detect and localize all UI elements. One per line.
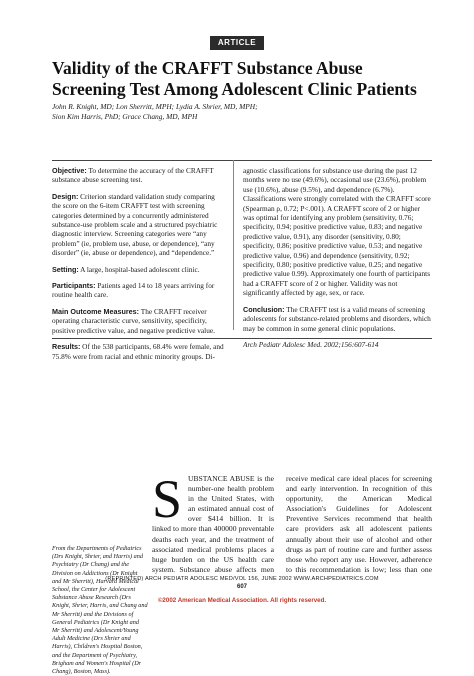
- abstract-results: Results: Of the 538 participants, 68.4% were female, and 75.8% were from racial and ethnic minority groups. Di-: [52, 342, 224, 361]
- body-paragraph: receive medical care ideal places for screening and early intervention. In recognition of this opportunity, the American Medical Association's Guidelines for Adolescent Preventive Services recommend that health care providers ask all adolescent patients annually about their use of alcohol and other drugs as part of routine care and further assess those who report any use. However, adherence to this recommendation is low; less than one: [286, 474, 432, 574]
- abstract-column-divider: [233, 160, 234, 330]
- page-number: 607: [236, 584, 247, 590]
- article-title: Validity of the CRAFFT Substance Abuse Screening Test Among Adolescent Clinic Patients: [52, 58, 417, 99]
- article-badge: ARTICLE: [210, 36, 264, 50]
- abstract-objective: Objective: To determine the accuracy of the CRAFFT substance abuse screening test.: [52, 166, 214, 185]
- author-line: Sion Kim Harris, PhD; Grace Chang, MD, MPH: [52, 112, 198, 121]
- author-line: John R. Knight, MD; Lon Sherritt, MPH; Lydia A. Shrier, MD, MPH;: [52, 102, 258, 111]
- journal-footer: (REPRINTED) ARCH PEDIATR ADOLESC MED/VOL 156, JUNE 2002 WWW.ARCHPEDIATRICS.COM: [105, 576, 379, 582]
- abstract-results-continued: agnostic classifications for substance use during the past 12 months were no use (49.6%), occasional use (23.6%), problem use (10.6%), abuse (9.5%), and dependence (6.7%). Classifications were strongly correlated with the CRAFFT score (Spearman ρ, 0.72; P<.001). A CRAFFT score of 2 or higher was optimal for identifying any problem (sensitivity, 0.76; specificity, 0.94; positive predictive value, 0.83; and negative predictive value, 0.91), any disorder (sensitivity, 0.80; specificity, 0.86; positive predictive value, 0.53; and negative predictive value, 0.96) and dependence (sensitivity, 0.92; specificity, 0.80; positive predictive value, 0.25; and negative predictive value 0.99). Approximately one fourth of participants had a CRAFFT score of 2 or higher. Validity was not significantly affected by age, sex, or race.: [243, 166, 431, 298]
- abstract-citation: Arch Pediatr Adolesc Med. 2002;156:607-614: [243, 339, 379, 349]
- body-middle-column: [152, 469, 274, 574]
- abstract-outcome-measures: Main Outcome Measures: The CRAFFT receiver operating characteristic curve, sensitivity, specificity, positive predictive value, and negative predictive value.: [52, 306, 215, 335]
- author-list: [52, 102, 432, 122]
- abstract-conclusion: Conclusion: The CRAFFT test is a valid means of screening adolescents for substance-related problems and disorders, which may be common in some general clinic populations.: [243, 304, 431, 333]
- abstract-top-rule: [52, 160, 432, 161]
- author-affiliations: From the Departments of Pediatrics (Drs Knight, Shrier, and Harris) and Psychiatry (Dr Chang) and the Division on Addictions (Dr Knight and Mr Sherritt), Harvard Medical School, the Center for Adolescent Substance Abuse Research (Drs Knight, Shrier, Harris, and Chang and Mr Sherritt) and the Divisions of General Pediatrics (Dr Knight and Mr Sherritt) and Adolescent/Young Adult Medicine (Drs Shrier and Harris), Children's Hospital Boston, and the Department of Psychiatry, Brigham and Women's Hospital (Dr Chang), Boston, Mass).: [52, 545, 148, 676]
- drop-cap: S: [152, 469, 183, 529]
- drop-cap-space: [152, 469, 188, 529]
- body-right-column: [286, 474, 432, 574]
- copyright-notice: ©2002 American Medical Association. All rights reserved.: [157, 597, 327, 604]
- abstract-bottom-rule: [52, 338, 432, 339]
- body-paragraph: UBSTANCE ABUSE is the number-one health problem in the United States, with an estimated annual cost of over $414 billion. It is linked to more than 400000 preventable deaths each year, and the treatment of associated medical problems places a huge burden on the US health care system. Substance abuse affects men: [152, 474, 274, 574]
- abstract-right-column: [243, 166, 432, 356]
- abstract-design: Design: Criterion standard validation study comparing the score on the 6-item CRAFFT test with screening categories determined by a concurrently administered substance-use problem scale and a structured psychiatric diagnostic interview. Screening categories were “any problem” (ie, problem use, abuse, or dependence), “any disorder” (ie, abuse or dependence), and “dependence.”: [52, 191, 218, 258]
- abstract-participants: Participants: Patients aged 14 to 18 years arriving for routine health care.: [52, 281, 215, 300]
- abstract-setting: Setting: A large, hospital-based adolescent clinic.: [52, 264, 200, 274]
